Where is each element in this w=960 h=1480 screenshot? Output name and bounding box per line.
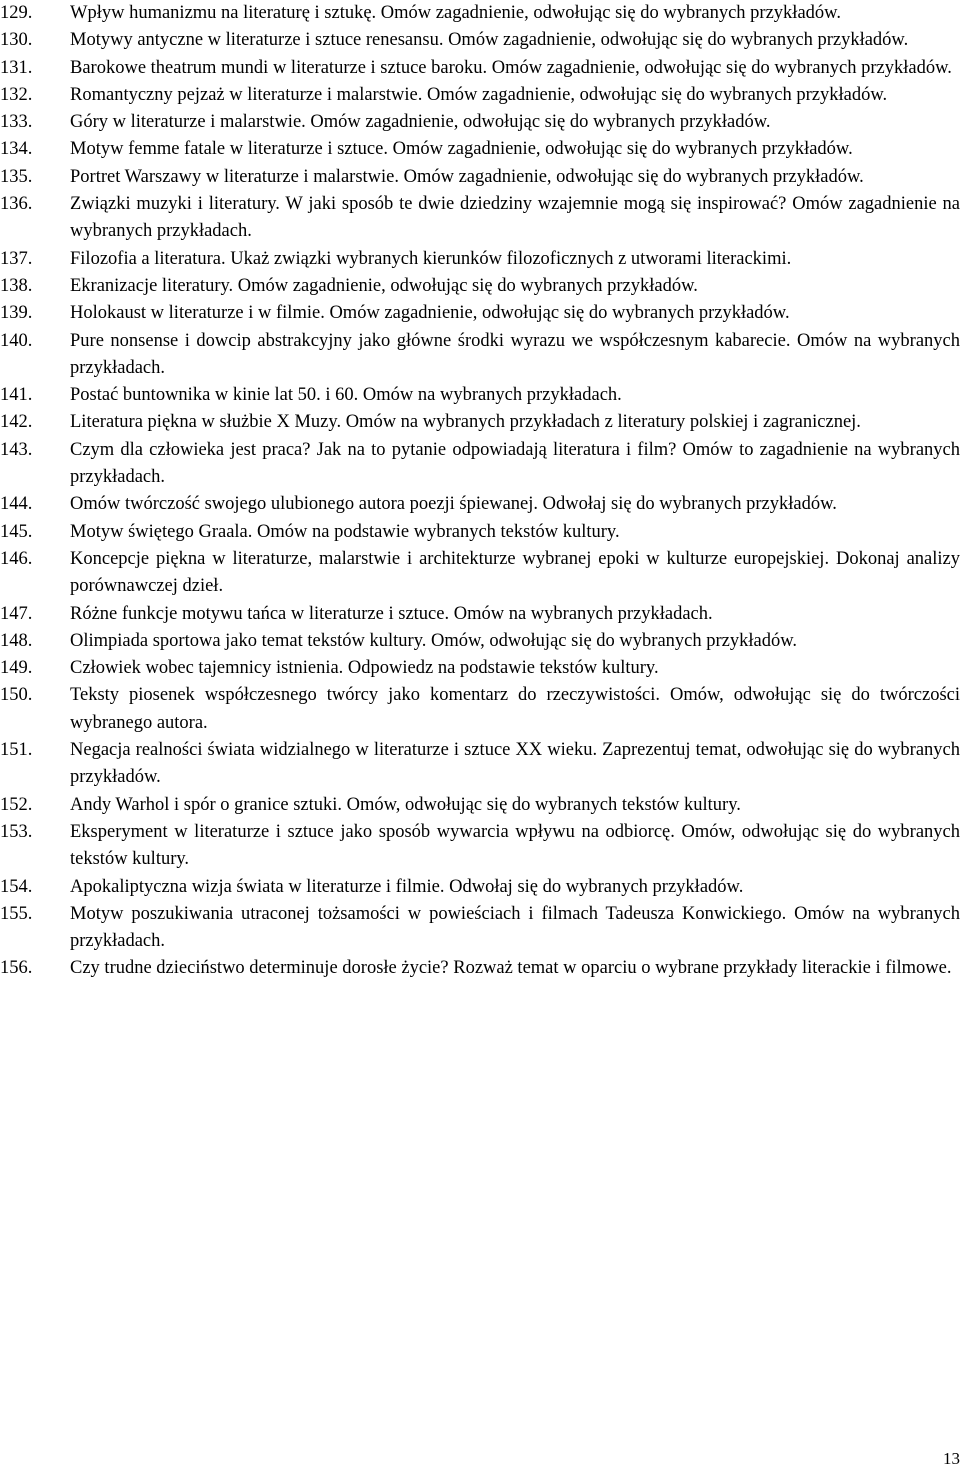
item-number: 148. [0, 630, 33, 651]
item-text: Literatura piękna w służbie X Muzy. Omów na wybranych przykładach z literatury polskiej i zagranicznej. [70, 412, 861, 433]
list-item [0, 437, 960, 492]
list-item [0, 682, 960, 737]
item-text: Góry w literaturze i malarstwie. Omów zagadnienie, odwołując się do wybranych przykładów. [70, 112, 771, 133]
list-item [0, 82, 960, 109]
list-item [0, 792, 960, 819]
item-number: 140. [0, 330, 33, 351]
item-number: 152. [0, 794, 33, 815]
item-number: 151. [0, 740, 33, 761]
list-item [0, 655, 960, 682]
list-item [0, 874, 960, 901]
list-item [0, 955, 960, 982]
item-text: Negacja realności świata widzialnego w literaturze i sztuce XX wieku. Zaprezentuj temat, odwołując się do wybranych przykładów. [70, 740, 960, 788]
list-item [0, 519, 960, 546]
item-text: Motyw femme fatale w literaturze i sztuce. Omów zagadnienie, odwołując się do wybranych przykładów. [70, 139, 853, 160]
item-text: Omów twórczość swojego ulubionego autora poezji śpiewanej. Odwołaj się do wybranych przykładów. [70, 494, 837, 515]
item-number: 141. [0, 385, 33, 406]
item-text: Portret Warszawy w literaturze i malarstwie. Omów zagadnienie, odwołując się do wybranych przykładów. [70, 166, 864, 187]
item-text: Motyw poszukiwania utraconej tożsamości w powieściach i filmach Tadeusza Konwickiego. Omów na wybranych przykładach. [70, 903, 960, 952]
item-number: 136. [0, 194, 33, 215]
item-text: Ekranizacje literatury. Omów zagadnienie, odwołując się do wybranych przykładów. [70, 275, 698, 296]
item-number: 131. [0, 57, 33, 78]
item-text: Motyw świętego Graala. Omów na podstawie wybranych tekstów kultury. [70, 521, 620, 542]
list-item [0, 55, 960, 82]
item-number: 137. [0, 248, 33, 269]
list-item [0, 491, 960, 518]
item-text: Holokaust w literaturze i w filmie. Omów zagadnienie, odwołując się do wybranych przykładów. [70, 303, 790, 324]
item-number: 135. [0, 166, 33, 187]
page-number: 13 [943, 1449, 960, 1468]
item-number: 153. [0, 821, 33, 842]
list-item [0, 601, 960, 628]
item-number: 132. [0, 84, 33, 105]
list-item [0, 191, 960, 246]
list-item [0, 246, 960, 273]
item-number: 130. [0, 30, 33, 51]
list-item [0, 328, 960, 383]
item-number: 133. [0, 112, 33, 133]
item-text: Teksty piosenek współczesnego twórcy jako komentarz do rzeczywistości. Omów, odwołując się do twórczości wybranego autora. [70, 685, 960, 733]
list-item [0, 737, 960, 792]
item-number: 129. [0, 3, 33, 23]
item-number: 143. [0, 439, 33, 460]
list-item [0, 0, 960, 27]
item-text: Koncepcje piękna w literaturze, malarstwie i architekturze wybranej epoki w kulturze europejskiej. Dokonaj analizy porównawczej dzieł. [70, 548, 960, 597]
item-text: Wpływ humanizmu na literaturę i sztukę. Omów zagadnienie, odwołując się do wybranych przykładów. [70, 3, 841, 23]
list-item [0, 382, 960, 409]
item-text: Postać buntownika w kinie lat 50. i 60. Omów na wybranych przykładach. [70, 385, 622, 406]
list-item [0, 409, 960, 436]
item-number: 154. [0, 876, 33, 897]
list-item [0, 901, 960, 956]
item-number: 134. [0, 139, 33, 160]
item-number: 138. [0, 275, 33, 296]
item-text: Człowiek wobec tajemnicy istnienia. Odpowiedz na podstawie tekstów kultury. [70, 658, 659, 679]
item-text: Czym dla człowieka jest praca? Jak na to pytanie odpowiadają literatura i film? Omów to zagadnienie na wybranych przykładach. [70, 439, 960, 488]
item-text: Andy Warhol i spór o granice sztuki. Omów, odwołując się do wybranych tekstów kultury. [70, 794, 741, 815]
item-text: Apokaliptyczna wizja świata w literaturze i filmie. Odwołaj się do wybranych przykładów. [70, 876, 744, 897]
list-item [0, 300, 960, 327]
list-item [0, 273, 960, 300]
item-text: Związki muzyki i literatury. W jaki sposób te dwie dziedziny wzajemnie mogą się inspirować? Omów zagadnienie na wybranych przykładach. [70, 194, 960, 242]
list-item [0, 546, 960, 601]
item-number: 144. [0, 494, 33, 515]
item-text: Czy trudne dzieciństwo determinuje dorosłe życie? Rozważ temat w oparciu o wybrane przykłady literackie i filmowe. [70, 958, 952, 979]
item-number: 139. [0, 303, 33, 324]
list-item [0, 27, 960, 54]
item-number: 156. [0, 958, 33, 979]
item-text: Różne funkcje motywu tańca w literaturze i sztuce. Omów na wybranych przykładach. [70, 603, 713, 624]
item-number: 149. [0, 658, 33, 679]
list-item [0, 164, 960, 191]
item-text: Pure nonsense i dowcip abstrakcyjny jako główne środki wyrazu we współczesnym kabarecie. Omów na wybranych przykładach. [70, 330, 960, 378]
item-number: 155. [0, 903, 33, 924]
item-number: 147. [0, 603, 33, 624]
list-item [0, 109, 960, 136]
item-text: Motywy antyczne w literaturze i sztuce renesansu. Omów zagadnienie, odwołując się do wybranych przykładów. [70, 30, 909, 51]
item-number: 146. [0, 548, 33, 569]
item-text: Eksperyment w literaturze i sztuce jako sposób wywarcia wpływu na odbiorcę. Omów, odwołując się do wybranych tekstów kultury. [70, 821, 960, 870]
item-text: Barokowe theatrum mundi w literaturze i sztuce baroku. Omów zagadnienie, odwołując się do wybranych przykładów. [70, 57, 952, 78]
item-text: Romantyczny pejzaż w literaturze i malarstwie. Omów zagadnienie, odwołując się do wybranych przykładów. [70, 84, 888, 105]
item-text: Olimpiada sportowa jako temat tekstów kultury. Omów, odwołując się do wybranych przykładów. [70, 630, 797, 651]
item-number: 142. [0, 412, 33, 433]
list-item [0, 819, 960, 874]
item-text: Filozofia a literatura. Ukaż związki wybranych kierunków filozoficznych z utworami literackimi. [70, 248, 792, 269]
item-number: 150. [0, 685, 33, 706]
item-number: 145. [0, 521, 33, 542]
list-item [0, 628, 960, 655]
list-item [0, 136, 960, 163]
